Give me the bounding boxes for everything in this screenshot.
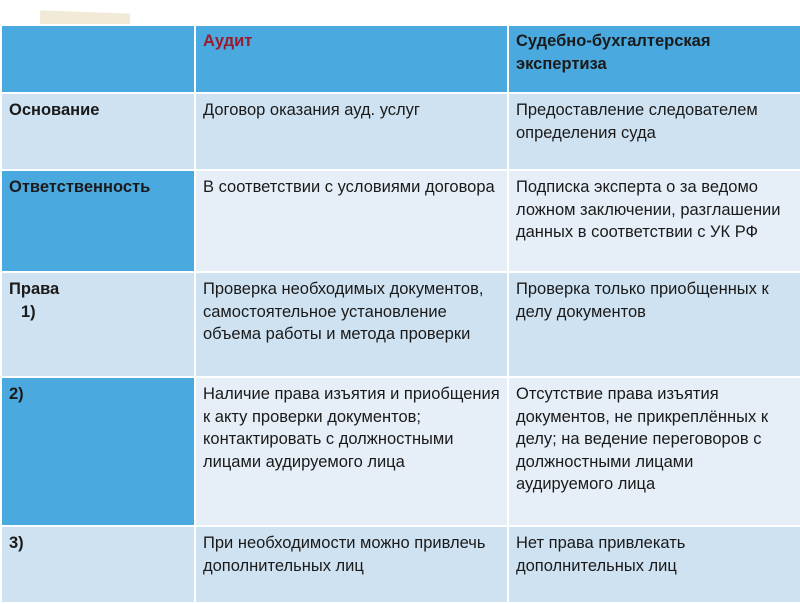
audit-cell: В соответствии с условиями договора xyxy=(195,170,508,272)
header-cell-empty xyxy=(1,25,195,93)
row-label-line1: Права xyxy=(9,280,60,298)
header-cell-audit: Аудит xyxy=(195,25,508,93)
comparison-table xyxy=(0,24,800,604)
audit-cell: Наличие права изъятия и приобщения к акту проверки документов; контактировать с должностными лицами аудируемого лица xyxy=(195,377,508,526)
expertise-cell: Нет права привлекать дополнительных лиц xyxy=(508,526,800,603)
row-label: Ответственность xyxy=(1,170,195,272)
table-row xyxy=(1,377,800,526)
expertise-cell: Проверка только приобщенных к делу документов xyxy=(508,272,800,377)
row-label xyxy=(1,272,195,377)
audit-cell: Проверка необходимых документов, самостоятельное установление объема работы и метода проверки xyxy=(195,272,508,377)
expertise-cell: Отсутствие права изъятия документов, не прикреплённых к делу; на ведение переговоров с должностными лицами аудируемого лица xyxy=(508,377,800,526)
row-label: 3) xyxy=(1,526,195,603)
table-row xyxy=(1,526,800,603)
table-row xyxy=(1,272,800,377)
table-header-row xyxy=(1,25,800,93)
row-label: 2) xyxy=(1,377,195,526)
audit-cell: Договор оказания ауд. услуг xyxy=(195,93,508,170)
row-label-line2: 1) xyxy=(21,302,36,321)
expertise-cell: Предоставление следователем определения суда xyxy=(508,93,800,170)
audit-cell: При необходимости можно привлечь дополнительных лиц xyxy=(195,526,508,603)
header-cell-expertise: Судебно-бухгалтерская экспертиза xyxy=(508,25,800,93)
table-row xyxy=(1,93,800,170)
expertise-cell: Подписка эксперта о за ведомо ложном заключении, разглашении данных в соответствии с УК РФ xyxy=(508,170,800,272)
table-row xyxy=(1,170,800,272)
row-label: Основание xyxy=(1,93,195,170)
